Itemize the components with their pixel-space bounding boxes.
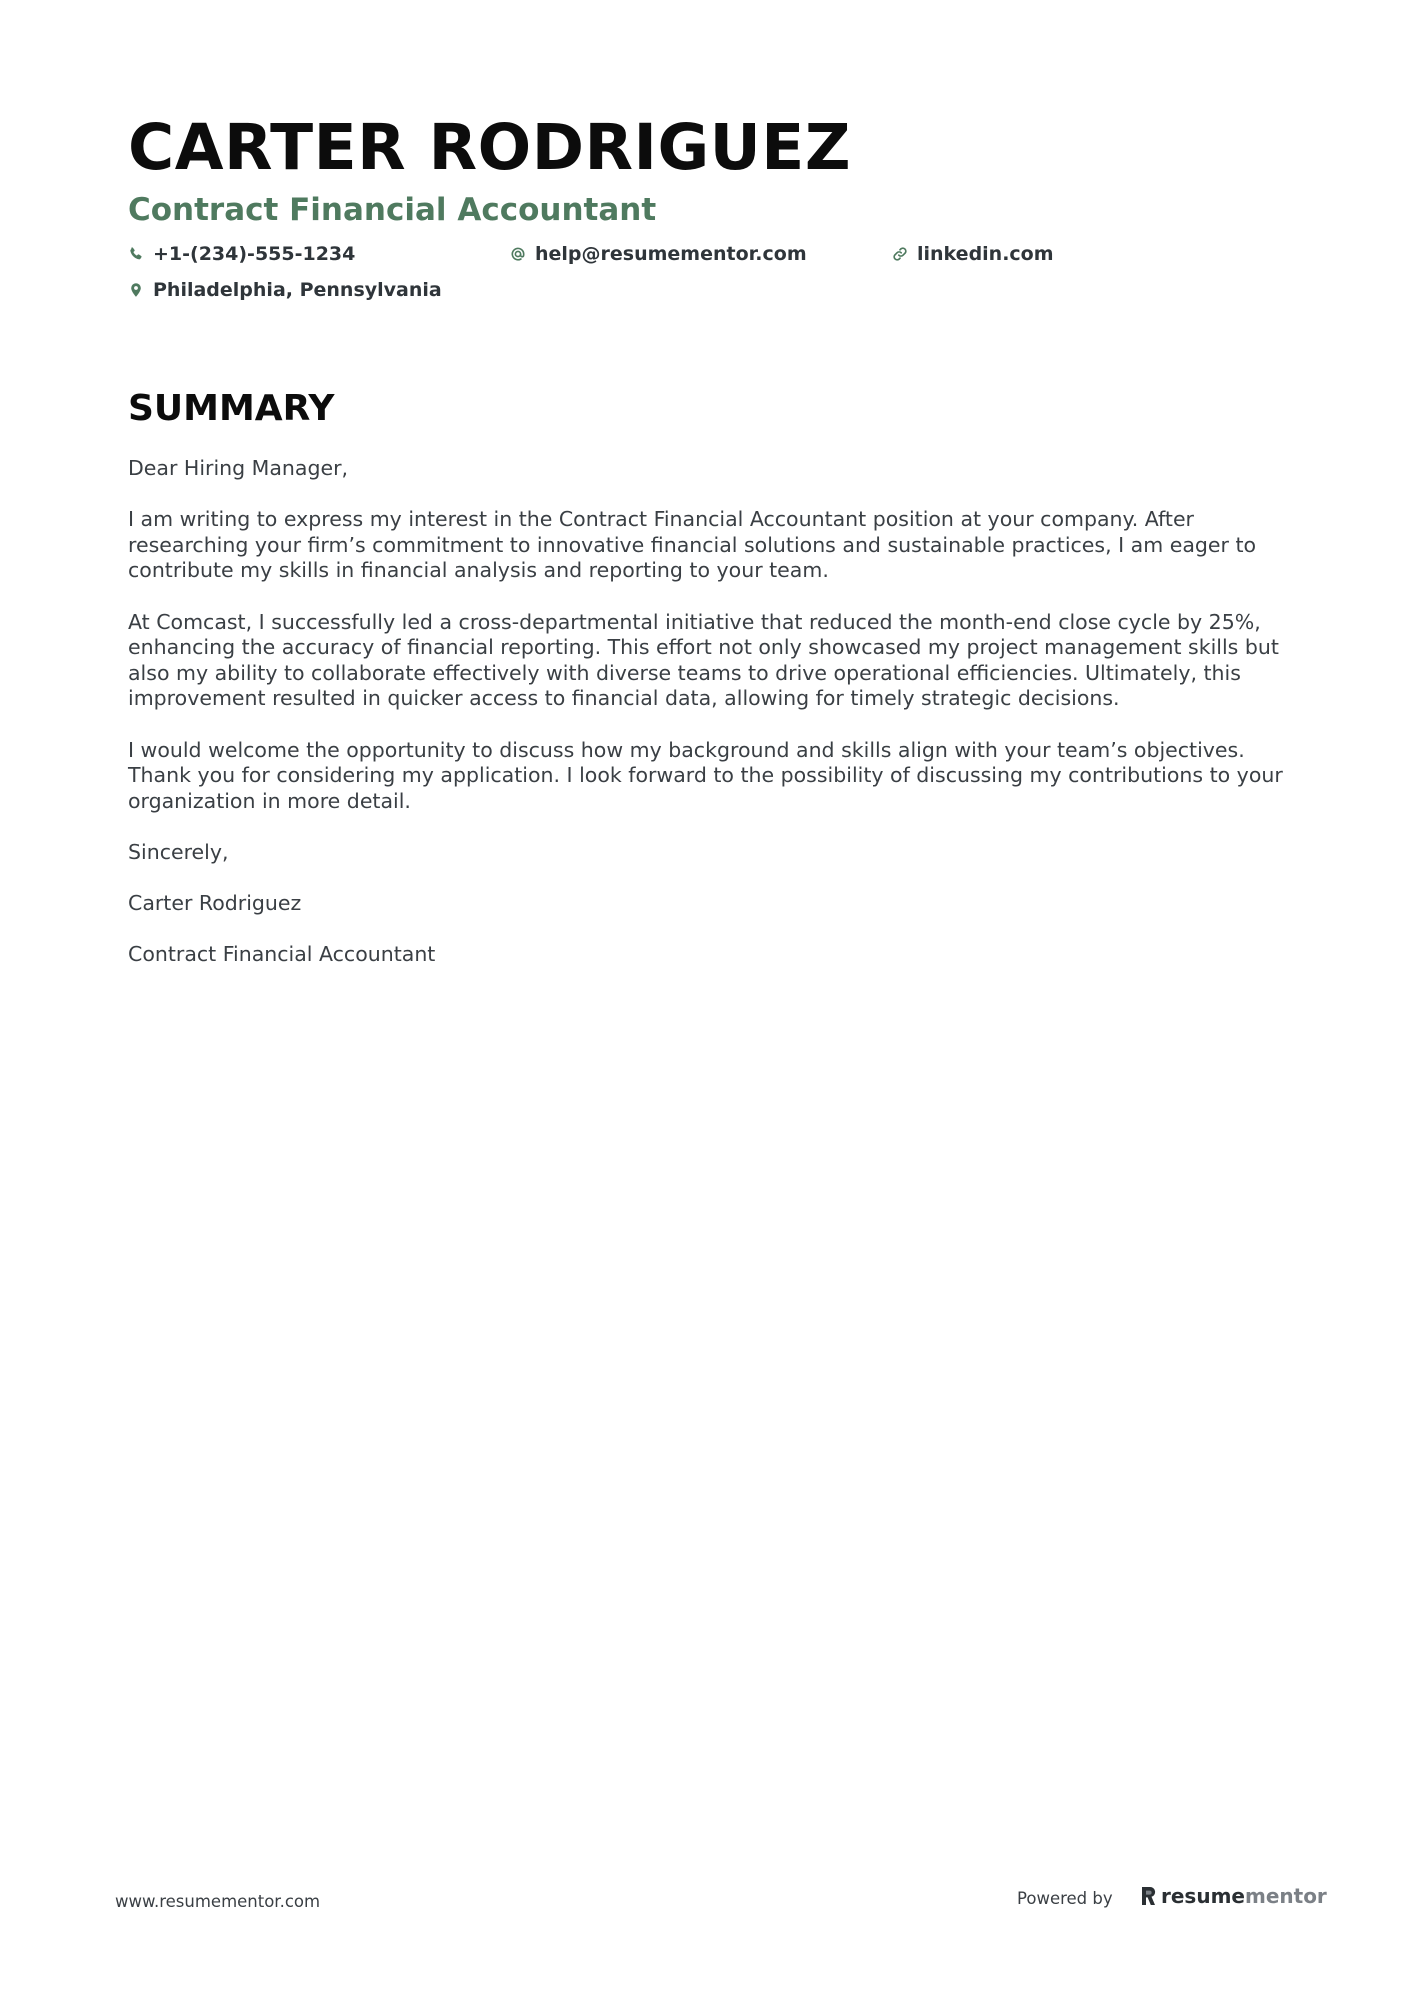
at-icon [510, 246, 526, 262]
link-icon [892, 246, 908, 262]
contact-phone[interactable] [128, 241, 355, 267]
email-text: help@resumementor.com [535, 243, 807, 265]
link-text: linkedin.com [917, 243, 1054, 265]
phone-text: +1-(234)-555-1234 [153, 243, 356, 265]
letter-paragraph: I am writing to express my interest in the Contract Financial Accountant position at your company. After researching your firm’s commitment to innovative financial solutions and sustainable practices, I am eager to contribute my skills in financial analysis and reporting to your team. [128, 507, 1257, 583]
contact-link[interactable] [892, 241, 1054, 267]
summary-heading: SUMMARY [128, 388, 335, 429]
candidate-name: CARTER RODRIGUEZ [128, 111, 852, 184]
brand-text-resume: resume [1161, 1884, 1245, 1908]
salutation: Dear Hiring Manager, [128, 456, 349, 480]
location-text: Philadelphia, Pennsylvania [153, 279, 442, 301]
signature-name: Carter Rodriguez [128, 891, 302, 916]
letter-paragraph: At Comcast, I successfully led a cross-departmental initiative that reduced the month-end close cycle by 25%, enhancing the accuracy of financial reporting. This effort not only showcased my project management skills but also my ability to collaborate effectively with diverse teams to drive operational efficiencies. Ultimately, this improvement resulted in quicker access to financial data, allowing for timely strategic decisions. [128, 609, 1279, 711]
resumementor-logo[interactable] [1139, 1883, 1327, 1909]
location-pin-icon [128, 282, 144, 298]
contact-email[interactable] [510, 241, 807, 267]
resumementor-logo-icon [1139, 1885, 1157, 1907]
letter-paragraph: I would welcome the opportunity to discuss how my background and skills align with your team’s objectives. Thank you for considering my application. I look forward to the possibility of discussing my contributions to your organization in more detail. [128, 737, 1283, 813]
contact-location [128, 277, 442, 303]
letter-body [128, 456, 1298, 993]
closing: Sincerely, [128, 839, 229, 864]
phone-icon [128, 246, 144, 262]
candidate-title: Contract Financial Accountant [128, 192, 657, 228]
brand-text-mentor: mentor [1244, 1884, 1327, 1908]
powered-by-label: Powered by [1017, 1889, 1113, 1908]
footer-website-link[interactable]: www.resumementor.com [115, 1892, 321, 1911]
signature-title: Contract Financial Accountant [128, 942, 436, 967]
